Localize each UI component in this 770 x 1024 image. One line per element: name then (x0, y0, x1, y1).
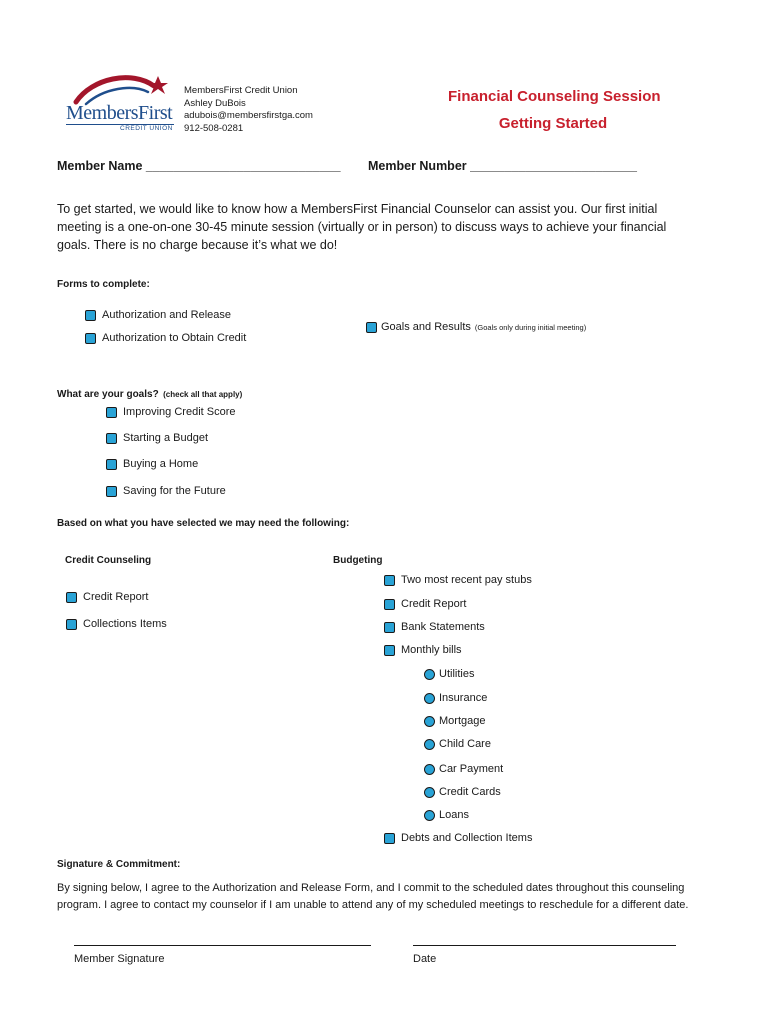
membersfirst-logo (62, 72, 188, 134)
contact-org: MembersFirst Credit Union (184, 85, 298, 96)
checkbox-icon[interactable] (384, 599, 395, 610)
checkbox-icon[interactable] (106, 407, 117, 418)
budgeting-credit-report[interactable]: Credit Report (384, 598, 466, 610)
bill-option-mortgage[interactable]: Mortgage (424, 715, 485, 727)
checkbox-icon[interactable] (85, 333, 96, 344)
radio-icon[interactable] (424, 764, 435, 775)
goals-heading: What are your goals? (57, 389, 159, 400)
goal-option-home[interactable]: Buying a Home (106, 458, 198, 470)
contact-phone: 912-508-0281 (184, 122, 244, 134)
radio-icon[interactable] (424, 787, 435, 798)
goal-option-credit-score[interactable]: Improving Credit Score (106, 406, 236, 418)
radio-icon[interactable] (424, 669, 435, 680)
form-option-authorization-credit[interactable]: Authorization to Obtain Credit (85, 332, 246, 344)
credit-counseling-heading: Credit Counseling (65, 555, 152, 566)
logo-subtext: CREDIT UNION (120, 125, 173, 132)
radio-icon[interactable] (424, 693, 435, 704)
radio-icon[interactable] (424, 716, 435, 727)
budgeting-heading: Budgeting (333, 555, 383, 566)
checkbox-icon[interactable] (384, 622, 395, 633)
goals-results-note: (Goals only during initial meeting) (474, 322, 587, 332)
bill-option-insurance[interactable]: Insurance (424, 692, 487, 704)
goals-heading-row (57, 384, 242, 402)
goal-option-saving[interactable]: Saving for the Future (106, 485, 226, 497)
credit-counseling-collections[interactable]: Collections Items (66, 618, 167, 630)
form-option-authorization-release[interactable]: Authorization and Release (85, 309, 231, 321)
intro-paragraph: To get started, we would like to know how a MembersFirst Financial Counselor can assist you. Our first initial meeting is a one-on-one 30-45 minute session (virtually or in person) to discuss ways to achieve your financial goals. There is no charge because it’s what we do! (57, 202, 667, 252)
page-subtitle: Getting Started (498, 115, 608, 132)
contact-block (184, 85, 313, 135)
bill-option-child-care[interactable]: Child Care (424, 738, 491, 750)
budgeting-debts-collections[interactable]: Debts and Collection Items (384, 832, 532, 844)
form-option-goals-results[interactable]: Goals and Results (Goals only during initial meeting) (366, 321, 586, 333)
checkbox-icon[interactable] (106, 486, 117, 497)
signature-heading: Signature & Commitment: (57, 859, 181, 870)
checkbox-icon[interactable] (384, 645, 395, 656)
goal-option-budget[interactable]: Starting a Budget (106, 432, 208, 444)
checkbox-icon[interactable] (384, 833, 395, 844)
bill-option-utilities[interactable]: Utilities (424, 668, 474, 680)
checkbox-icon[interactable] (85, 310, 96, 321)
member-number-field[interactable]: Member Number ________________________ (368, 159, 637, 173)
checkbox-icon[interactable] (106, 459, 117, 470)
radio-icon[interactable] (424, 810, 435, 821)
checkbox-icon[interactable] (66, 619, 77, 630)
logo-wordmark: MembersFirst (66, 102, 173, 124)
bill-option-car-payment[interactable]: Car Payment (424, 763, 503, 775)
needs-heading: Based on what you have selected we may need the following: (57, 518, 350, 529)
checkbox-icon[interactable] (106, 433, 117, 444)
checkbox-icon[interactable] (66, 592, 77, 603)
member-signature-line[interactable] (74, 945, 371, 946)
forms-heading: Forms to complete: (57, 279, 150, 290)
checkbox-icon[interactable] (384, 575, 395, 586)
bill-option-credit-cards[interactable]: Credit Cards (424, 786, 501, 798)
contact-email[interactable]: adubois@membersfirstga.com (184, 110, 313, 121)
date-line[interactable] (413, 945, 676, 946)
bill-option-loans[interactable]: Loans (424, 809, 469, 821)
member-name-field[interactable]: Member Name ____________________________ (57, 159, 341, 173)
goals-heading-note: (check all that apply) (163, 390, 243, 399)
credit-counseling-credit-report[interactable]: Credit Report (66, 591, 148, 603)
date-label: Date (413, 953, 437, 965)
member-signature-label: Member Signature (74, 953, 165, 965)
checkbox-icon[interactable] (366, 322, 377, 333)
page-title: Financial Counseling Session (448, 88, 661, 105)
budgeting-monthly-bills[interactable]: Monthly bills (384, 644, 462, 656)
radio-icon[interactable] (424, 739, 435, 750)
signature-paragraph: By signing below, I agree to the Authorization and Release Form, and I commit to the scheduled dates throughout this counseling program. I agree to contact my counselor if I am unable to attend any of my scheduled meetings to reschedule for a different date. (57, 882, 689, 911)
budgeting-pay-stubs[interactable]: Two most recent pay stubs (384, 574, 532, 586)
budgeting-bank-statements[interactable]: Bank Statements (384, 621, 485, 633)
contact-name: Ashley DuBois (184, 97, 246, 109)
